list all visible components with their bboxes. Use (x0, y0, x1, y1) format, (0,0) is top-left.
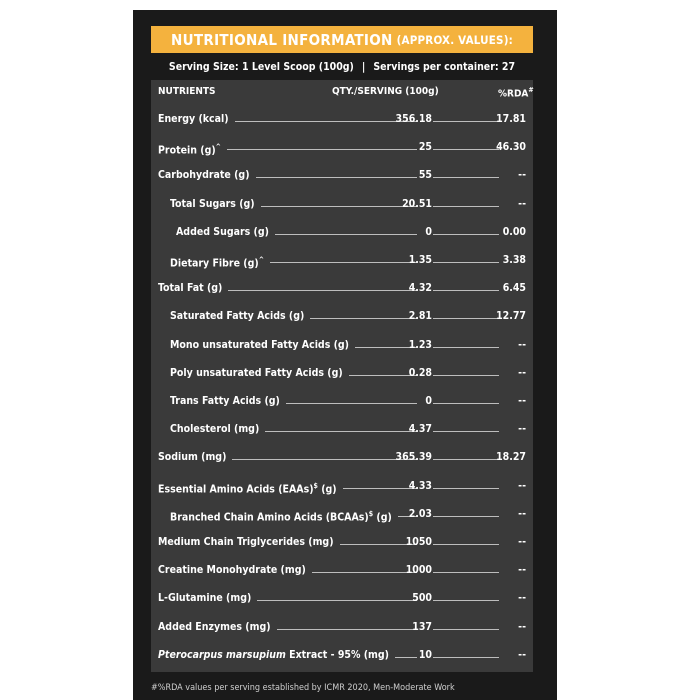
nutrient-name (170, 337, 349, 353)
serving-info (151, 56, 533, 78)
nutrient-row (151, 421, 533, 437)
nutrient-quantity: 55 (418, 169, 432, 182)
nutrient-name-text: Mono unsaturated Fatty Acids (g) (170, 338, 350, 351)
nutrient-name (158, 590, 251, 606)
leader-line (433, 121, 499, 122)
nutrient-rda: 3.38 (502, 254, 526, 266)
nutrient-name (170, 506, 392, 526)
column-header-rda-label: %RDA (498, 88, 529, 100)
nutrient-rda: 17.81 (496, 113, 526, 125)
nutrient-quantity: 137 (412, 620, 432, 633)
nutrient-row (151, 619, 533, 635)
nutrient-name (170, 393, 280, 409)
nutrient-rda: -- (518, 197, 526, 210)
leader-line (433, 234, 499, 235)
nutrient-name (158, 647, 389, 663)
nutrient-row (151, 478, 533, 494)
leader-line (433, 572, 499, 573)
nutrient-name-mark: ^ (215, 143, 221, 152)
nutrient-name-text: Cholesterol (mg) (170, 423, 260, 436)
nutrient-name-mark: ^ (258, 256, 264, 264)
leader-line (433, 600, 499, 601)
nutrient-name (176, 224, 269, 240)
nutrient-name-text: Essential Amino Acids (EAAs) (158, 483, 314, 496)
nutrient-row (151, 337, 533, 353)
nutrient-rda: -- (518, 423, 526, 436)
nutrient-row (151, 393, 533, 409)
label-subtitle: (APPROX. VALUES): (396, 32, 513, 47)
leader-line (232, 459, 417, 460)
nutrient-name (158, 478, 337, 498)
nutrient-rda: -- (518, 366, 526, 379)
nutrient-name-text: Medium Chain Triglycerides (mg) (158, 536, 334, 548)
nutrient-row (151, 562, 533, 578)
leader-line (349, 375, 417, 376)
leader-line (433, 516, 499, 517)
nutrient-name-text: Saturated Fatty Acids (g) (170, 310, 305, 323)
leader-line (228, 290, 417, 291)
leader-line (433, 544, 499, 545)
leader-line (257, 600, 417, 601)
nutrient-name-text: Total Fat (g) (158, 282, 223, 295)
nutrient-quantity: 10 (418, 648, 432, 661)
nutrient-name-text: Branched Chain Amino Acids (BCAAs) (170, 511, 369, 524)
nutrient-name-text: Sodium (mg) (158, 451, 227, 464)
nutrient-row (151, 506, 533, 522)
nutrient-row (151, 449, 533, 465)
nutrient-quantity: 0.28 (408, 366, 432, 379)
nutrient-row (151, 365, 533, 381)
leader-line (433, 318, 499, 319)
leader-line (270, 262, 417, 263)
leader-line (433, 488, 499, 489)
nutrient-quantity: 1.35 (408, 254, 432, 266)
nutrient-name (170, 196, 255, 212)
nutrient-quantity: 356.18 (395, 113, 432, 125)
nutrient-rda: 6.45 (502, 282, 526, 295)
nutrient-name (158, 167, 250, 183)
leader-line (433, 431, 499, 432)
leader-line (343, 488, 417, 489)
leader-line (433, 629, 499, 630)
nutrient-name-text: Total Sugars (g) (170, 197, 255, 210)
nutrient-rda: -- (518, 507, 526, 520)
nutrient-quantity: 4.32 (408, 282, 432, 295)
nutrient-name (170, 308, 304, 324)
column-header-nutrients: NUTRIENTS (158, 86, 216, 97)
leader-line (433, 403, 499, 404)
leader-line (433, 262, 499, 263)
nutrient-quantity: 0 (425, 395, 432, 407)
leader-line (433, 206, 499, 207)
nutrient-quantity: 4.37 (408, 423, 432, 436)
nutrient-name-unit: (g) (373, 511, 392, 524)
nutrient-name-text: Added Enzymes (mg) (158, 620, 271, 633)
nutrient-name-unit: Extract - 95% (mg) (285, 648, 389, 661)
leader-line (310, 318, 417, 319)
leader-line (275, 234, 417, 235)
nutrient-name-text: Energy (kcal) (158, 113, 229, 125)
nutrient-name-text: Trans Fatty Acids (g) (170, 395, 280, 407)
nutrient-rda: -- (518, 564, 526, 577)
leader-line (261, 206, 417, 207)
leader-line (433, 347, 499, 348)
serving-separator: | (361, 61, 366, 73)
nutrient-row (151, 196, 533, 212)
nutrient-name (170, 421, 259, 437)
nutrient-name-text: Carbohydrate (g) (158, 169, 250, 182)
nutrient-row (151, 111, 533, 127)
nutrient-row (151, 590, 533, 606)
column-header-rda (498, 86, 534, 99)
nutrient-name-text: Protein (g) (158, 144, 216, 157)
column-header-qty: QTY./SERVING (100g) (332, 86, 439, 97)
nutrient-rda: -- (518, 338, 526, 351)
nutrient-quantity: 1000 (405, 564, 432, 577)
nutrient-name (170, 365, 343, 381)
leader-line (433, 657, 499, 658)
leader-line (235, 121, 417, 122)
nutrient-name-mark: $ (313, 481, 318, 490)
nutrient-quantity: 2.03 (408, 507, 432, 520)
nutrient-name (158, 619, 271, 635)
nutrient-name-text: Added Sugars (g) (176, 225, 269, 238)
leader-line (433, 459, 499, 460)
leader-line (433, 177, 499, 178)
nutrient-rda: 46.30 (496, 141, 526, 154)
nutrient-name-text: Creatine Monohydrate (mg) (158, 564, 306, 577)
label-title: NUTRITIONAL INFORMATION (171, 30, 393, 49)
label-header (151, 26, 533, 53)
nutrient-name-text: L-Glutamine (mg) (158, 592, 252, 605)
nutrient-quantity: 1050 (405, 536, 432, 548)
nutrient-rda: 18.27 (496, 451, 526, 464)
nutrient-name (158, 139, 221, 159)
nutrient-quantity: 1.23 (408, 338, 432, 351)
nutrient-quantity: 0 (425, 225, 432, 238)
leader-line (312, 572, 417, 573)
serving-size: Serving Size: 1 Level Scoop (100g) (168, 61, 354, 73)
nutrient-row (151, 534, 533, 550)
nutrient-quantity: 500 (412, 592, 432, 605)
nutrient-name-text: Dietary Fibre (g) (170, 257, 259, 270)
nutrient-rda: -- (518, 620, 526, 633)
nutrient-name (170, 252, 264, 272)
nutrient-rda: -- (518, 395, 526, 407)
nutrient-rda: 0.00 (502, 225, 526, 238)
column-header-rda-mark: # (528, 86, 534, 94)
leader-line (277, 629, 417, 630)
leader-line (227, 149, 417, 150)
nutrient-quantity: 20.51 (402, 197, 432, 210)
nutrient-row (151, 167, 533, 183)
nutrient-row (151, 280, 533, 296)
leader-line (433, 375, 499, 376)
footnote: #%RDA values per serving established by ICMR 2020, Men-Moderate Work (151, 683, 455, 693)
servings-per-container: Servings per container: 27 (373, 61, 516, 73)
nutrient-name (158, 562, 306, 578)
nutrient-name-text: Poly unsaturated Fatty Acids (g) (170, 366, 343, 379)
nutrient-row (151, 252, 533, 268)
nutrient-quantity: 365.39 (395, 451, 432, 464)
nutrient-name (158, 280, 222, 296)
leader-line (433, 149, 499, 150)
nutrient-rda: -- (518, 169, 526, 182)
leader-line (433, 290, 499, 291)
nutrient-rda: -- (518, 536, 526, 548)
nutrient-name-text: Pterocarpus marsupium (158, 648, 286, 661)
nutrient-quantity: 25 (418, 141, 432, 154)
leader-line (256, 177, 417, 178)
leader-line (286, 403, 417, 404)
nutrient-row (151, 224, 533, 240)
nutrient-name (158, 534, 334, 550)
nutrient-rda: -- (518, 648, 526, 661)
leader-line (265, 431, 417, 432)
nutrient-rda: -- (518, 592, 526, 605)
nutrient-row (151, 647, 533, 663)
nutrient-rda: -- (518, 479, 526, 492)
nutrient-quantity: 2.81 (408, 310, 432, 323)
nutrient-quantity: 4.33 (408, 479, 432, 492)
nutrient-row (151, 139, 533, 155)
nutrient-rda: 12.77 (496, 310, 526, 323)
nutrient-name-mark: $ (368, 509, 374, 518)
nutrient-name (158, 449, 226, 465)
nutrient-row (151, 308, 533, 324)
nutrient-name (158, 111, 229, 127)
leader-line (395, 657, 417, 658)
leader-line (355, 347, 417, 348)
nutrient-name-unit: (g) (317, 483, 337, 496)
